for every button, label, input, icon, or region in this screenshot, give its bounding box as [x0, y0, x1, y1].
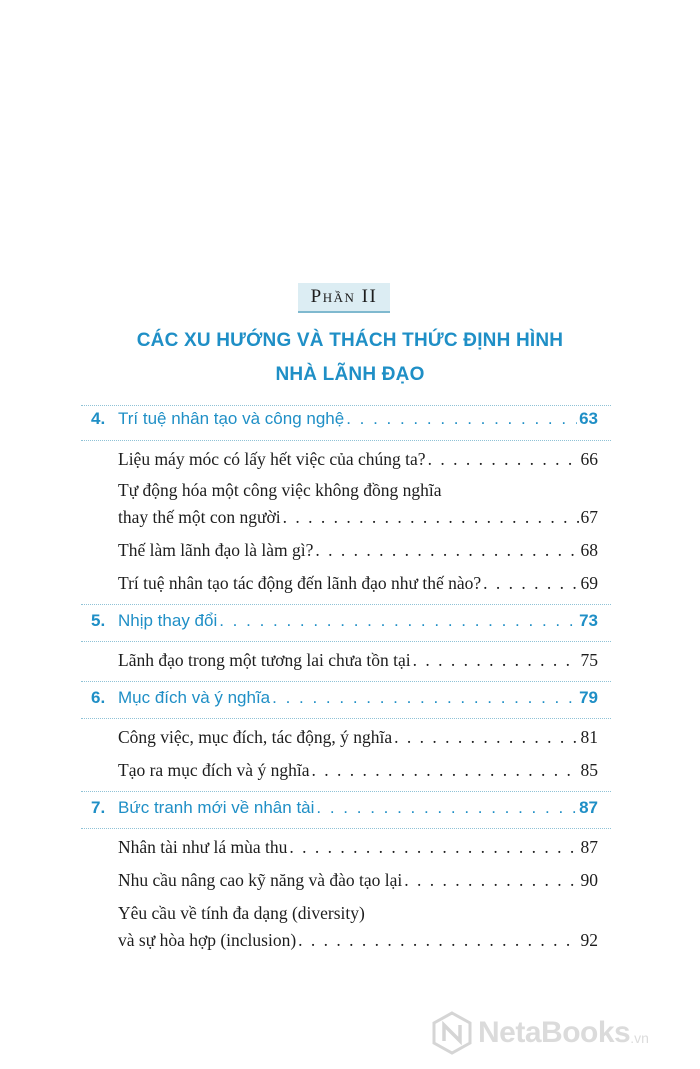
separator: [81, 405, 611, 406]
leader-dots: [289, 837, 578, 858]
leader-dots: [283, 507, 579, 528]
separator: [81, 681, 611, 682]
section-page: 67: [580, 507, 598, 527]
separator: [81, 440, 611, 441]
toc-section[interactable]: [118, 760, 598, 781]
section-page: 92: [580, 930, 598, 950]
toc-section[interactable]: [118, 573, 598, 594]
leader-dots: [316, 798, 577, 818]
part-label: Phần II: [310, 286, 378, 307]
chapter-page: 79: [579, 688, 598, 707]
watermark-suffix: .vn: [630, 1030, 649, 1046]
watermark: [430, 1008, 649, 1058]
toc-chapter-7[interactable]: [91, 798, 598, 818]
section-title: Trí tuệ nhân tạo tác động đến lãnh đạo như thế nào?: [118, 573, 482, 593]
toc-section[interactable]: [118, 650, 598, 671]
section-page: 66: [580, 449, 598, 469]
section-title: Liệu máy móc có lấy hết việc của chúng ta?: [118, 449, 426, 469]
leader-dots: [483, 573, 578, 594]
leader-dots: [413, 650, 579, 671]
leader-dots: [346, 409, 577, 429]
section-title: và sự hòa hợp (inclusion): [118, 930, 297, 950]
chapter-number: 5.: [91, 611, 106, 630]
leader-dots: [428, 449, 579, 470]
toc-section[interactable]: [118, 837, 598, 858]
chapter-title: Trí tuệ nhân tạo và công nghệ: [118, 409, 345, 428]
leader-dots: [394, 727, 578, 748]
toc-section[interactable]: [118, 540, 598, 561]
leader-dots: [219, 611, 577, 631]
section-title: Công việc, mục đích, tác động, ý nghĩa: [118, 727, 393, 747]
watermark-text: NetaBooks: [478, 1016, 631, 1049]
section-title: Lãnh đạo trong một tương lai chưa tồn tại: [118, 650, 411, 670]
section-page: 68: [580, 540, 598, 560]
leader-dots: [298, 930, 578, 951]
section-title: Tạo ra mục đích và ý nghĩa: [118, 760, 310, 780]
section-title-line1[interactable]: Yêu cầu về tính đa dạng (diversity): [118, 903, 365, 923]
leader-dots: [272, 688, 577, 708]
chapter-number: 4.: [91, 409, 106, 428]
separator: [81, 604, 611, 605]
netabooks-logo-icon: [430, 1011, 474, 1055]
section-page: 69: [580, 573, 598, 593]
toc-section[interactable]: [118, 727, 598, 748]
toc-chapter-6[interactable]: [91, 688, 598, 708]
separator: [81, 718, 611, 719]
chapter-number: 7.: [91, 798, 106, 817]
chapter-page: 63: [579, 409, 598, 428]
part-label-box: [298, 283, 390, 313]
chapter-title: Nhịp thay đổi: [118, 611, 218, 630]
chapter-title: Bức tranh mới về nhân tài: [118, 798, 315, 817]
chapter-page: 73: [579, 611, 598, 630]
chapter-number: 6.: [91, 688, 106, 707]
toc-section[interactable]: [118, 507, 598, 528]
section-title: Thế làm lãnh đạo là làm gì?: [118, 540, 314, 560]
leader-dots: [404, 870, 578, 891]
leader-dots: [311, 760, 578, 781]
section-title: Nhu cầu nâng cao kỹ năng và đào tạo lại: [118, 870, 403, 890]
section-page: 85: [580, 760, 598, 780]
section-title-line1[interactable]: Tự động hóa một công việc không đồng nghĩa: [118, 480, 442, 500]
chapter-page: 87: [579, 798, 598, 817]
separator: [81, 791, 611, 792]
section-page: 90: [580, 870, 598, 890]
section-title: thay thế một con người: [118, 507, 281, 527]
leader-dots: [315, 540, 578, 561]
section-page: 81: [580, 727, 598, 747]
section-page: 75: [580, 650, 598, 670]
toc-chapter-5[interactable]: [91, 611, 598, 631]
separator: [81, 641, 611, 642]
separator: [81, 828, 611, 829]
toc-chapter-4[interactable]: [91, 409, 598, 429]
toc-section[interactable]: [118, 930, 598, 951]
chapter-title: Mục đích và ý nghĩa: [118, 688, 271, 707]
part-heading-line2: NHÀ LÃNH ĐẠO: [275, 364, 425, 385]
part-heading-line1: CÁC XU HƯỚNG VÀ THÁCH THỨC ĐỊNH HÌNH: [136, 330, 564, 351]
toc-section[interactable]: [118, 870, 598, 891]
toc-section[interactable]: [118, 449, 598, 470]
section-page: 87: [580, 837, 598, 857]
section-title: Nhân tài như lá mùa thu: [118, 837, 288, 857]
